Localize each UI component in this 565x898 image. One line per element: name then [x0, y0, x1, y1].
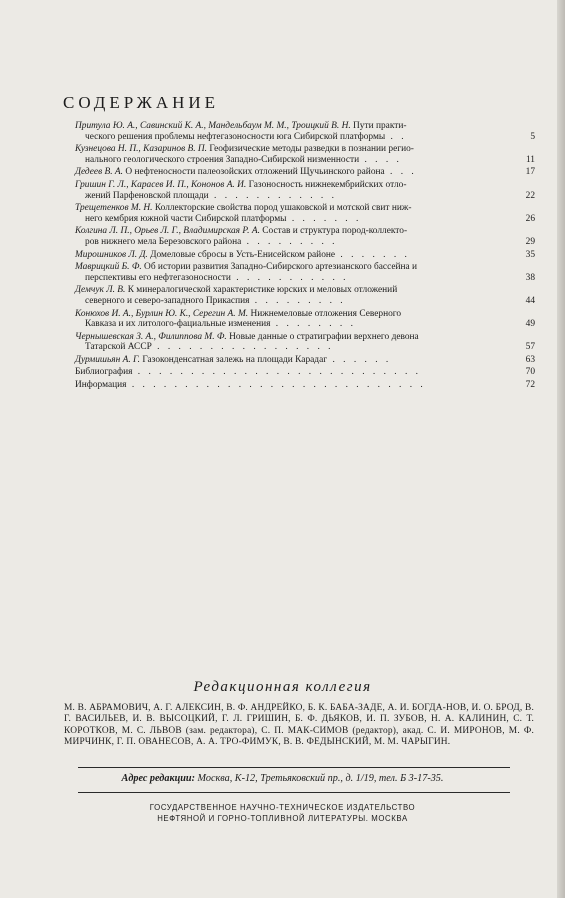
toc-dots: . . . . . . .	[335, 249, 410, 260]
toc-line1: Коллекторские свойства пород ушаковской и мотской свит ниж-	[152, 203, 412, 214]
toc-page-number: 5	[530, 131, 535, 142]
toc-line1: Информация	[75, 380, 127, 391]
editorial-board-title: Редакционная коллегия	[193, 679, 372, 695]
table-of-contents	[75, 121, 535, 393]
toc-entry[interactable]	[75, 250, 535, 261]
editorial-board-members: М. В. АБРАМОВИЧ, А. Г. АЛЕКСИН, В. Ф. АНДРЕЙКО, Б. К. БАБА-ЗАДЕ, А. И. БОГДА-НОВ, И. О. БРОД, В. Г. ВАСИЛЬЕВ, И. В. ВЫСОЦКИЙ, Г. Л. ГРИШИН, Б. Ф. ДЬЯКОВ, И. П. ЗУБОВ, Н. А. КАЛИНИН, С. Т. КОРОТКОВ, М. С. ЛЬВОВ (зам. редактора), С. П. МАК-СИМОВ (редактор), акад. С. И. МИРОНОВ, М. Ф. МИРЧИНК, Г. П. ОВАНЕСОВ, А. А. ТРО-ФИМУК, В. В. ФЕДЫНСКИЙ, М. М. ЧАРЫГИН.	[64, 703, 534, 747]
address-text: Москва, К-12, Третьяковский пр., д. 1/19, тел. Б 3-17-35.	[195, 773, 444, 784]
toc-entry[interactable]	[75, 203, 535, 224]
toc-line2: перспективы его нефтегазоносности	[85, 272, 231, 283]
toc-page-number: 72	[525, 380, 535, 391]
toc-line1: Домеловые сбросы в Усть-Енисейском районе	[147, 249, 336, 260]
toc-page-number: 57	[525, 342, 535, 353]
toc-entry[interactable]	[75, 262, 535, 283]
toc-authors: Дурмишьян А. Г.	[75, 354, 140, 365]
toc-entry[interactable]	[75, 144, 535, 165]
divider	[78, 767, 510, 768]
toc-line2: ческого решения проблемы нефтегазоносности юга Сибирской платформы	[85, 131, 386, 142]
toc-authors: Чернышевская З. А., Филиппова М. Ф.	[75, 331, 227, 342]
toc-authors: Трещетенков М. Н.	[75, 203, 153, 214]
toc-entry[interactable]	[75, 367, 535, 378]
publisher-imprint	[0, 803, 565, 824]
toc-authors: Колгина Л. П., Орьев Л. Г., Владимирская Р. А.	[75, 226, 260, 237]
toc-authors: Дедеев В. А.	[75, 167, 123, 178]
toc-page-number: 26	[525, 213, 535, 224]
toc-line1: Нижнемеловые отложения Северного	[248, 308, 402, 319]
toc-authors: Притула Ю. А., Савинский К. А., Мандельбаум М. М., Троицкий В. Н.	[75, 121, 351, 131]
publisher-line: НЕФТЯНОЙ И ГОРНО-ТОПЛИВНОЙ ЛИТЕРАТУРЫ. МОСКВА	[157, 813, 408, 823]
toc-dots: . .	[385, 131, 407, 142]
toc-entry[interactable]	[75, 332, 535, 353]
toc-authors: Кузнецова Н. П., Казаринов В. П.	[75, 144, 208, 155]
toc-line2: Татарской АССР	[85, 342, 152, 353]
toc-entry[interactable]	[75, 285, 535, 306]
toc-page-number: 29	[525, 236, 535, 247]
toc-authors: Конюхов И. А., Бурлин Ю. К., Серегин А. М.	[75, 308, 249, 319]
toc-line2: Кавказа и их литолого-фациальные изменения	[85, 319, 271, 330]
toc-line1: Пути практи-	[350, 121, 407, 131]
toc-dots: . . . . . .	[327, 354, 392, 365]
toc-page-number: 35	[525, 249, 535, 260]
toc-line1: Газоносность нижнекембрийских отло-	[246, 179, 407, 190]
toc-dots: . . . .	[359, 154, 402, 165]
address-label: Адрес редакции:	[121, 773, 195, 784]
toc-entry[interactable]	[75, 355, 535, 366]
toc-line2: жений Парфеновской площади	[85, 190, 209, 201]
toc-page-number: 11	[525, 154, 535, 165]
toc-line2: северного и северо-западного Прикаспия	[85, 295, 250, 306]
toc-dots: . . . . . . . . . . . .	[208, 190, 337, 201]
toc-page-number: 38	[525, 272, 535, 283]
publisher-line: ГОСУДАРСТВЕННОЕ НАУЧНО-ТЕХНИЧЕСКОЕ ИЗДАТЕЛЬСТВО	[149, 803, 416, 812]
toc-line2: нального геологического строения Западно-Сибирской низменности	[85, 154, 360, 165]
toc-line2: него кембрия южной части Сибирской платформы	[85, 213, 287, 224]
toc-line1: О нефтеносности палеозойских отложений Щучьинского района	[122, 167, 385, 178]
toc-page-number: 17	[525, 167, 535, 178]
divider	[78, 792, 510, 793]
toc-dots: . . . . . . . . . . .	[230, 272, 349, 283]
toc-entry[interactable]	[75, 309, 535, 330]
toc-page-number: 44	[525, 295, 535, 306]
toc-line1: Газоконденсатная залежь на площади Карадаг	[139, 354, 328, 365]
toc-line1: Новые данные о стратиграфии верхнего девона	[226, 331, 419, 342]
toc-dots: . . . . . . . . .	[249, 295, 346, 306]
toc-line1: Геофизические методы разведки в познании регио-	[207, 144, 414, 155]
toc-page-number: 22	[525, 190, 535, 201]
toc-entry[interactable]	[75, 226, 535, 247]
toc-title: СОДЕРЖАНИЕ	[63, 93, 220, 112]
toc-entry[interactable]	[75, 121, 535, 142]
toc-line2: ров нижнего мела Березовского района	[85, 236, 242, 247]
toc-page-number: 63	[525, 354, 535, 365]
toc-line1: Об истории развития Западно-Сибирского артезианского бассейна и	[141, 262, 418, 273]
toc-dots: . . . . . . . . . . . . . . . . . . . . . . . . . . . .	[126, 380, 426, 391]
editorial-address	[0, 773, 565, 784]
toc-authors: Мирошников Л. Д.	[75, 249, 148, 260]
toc-dots: . . . . . . . . .	[241, 236, 338, 247]
toc-page-number: 49	[525, 319, 535, 330]
toc-authors: Гришин Г. Л., Карасев И. П., Кононов А. И.	[75, 179, 247, 190]
toc-dots: . . . . . . . .	[270, 319, 356, 330]
toc-dots: . . .	[384, 167, 417, 178]
toc-line1: К минералогической характеристике юрских и меловых отложений	[125, 285, 398, 296]
toc-entry[interactable]	[75, 380, 535, 391]
toc-line1: Библиография	[75, 367, 133, 378]
toc-entry[interactable]	[75, 167, 535, 178]
toc-line1: Состав и структура пород-коллекто-	[259, 226, 408, 237]
toc-authors: Маврицкий Б. Ф.	[75, 262, 142, 273]
toc-entry[interactable]	[75, 180, 535, 201]
toc-dots: . . . . . . . . . . . . . . . . . . . . . . . . . . .	[132, 367, 421, 378]
toc-dots: . . . . . . .	[286, 213, 362, 224]
toc-authors: Демчук Л. В.	[75, 285, 126, 296]
toc-page-number: 70	[525, 367, 535, 378]
toc-dots: . . . . . . . . . . . . . . . . .	[151, 342, 334, 353]
page-edge	[557, 0, 565, 898]
